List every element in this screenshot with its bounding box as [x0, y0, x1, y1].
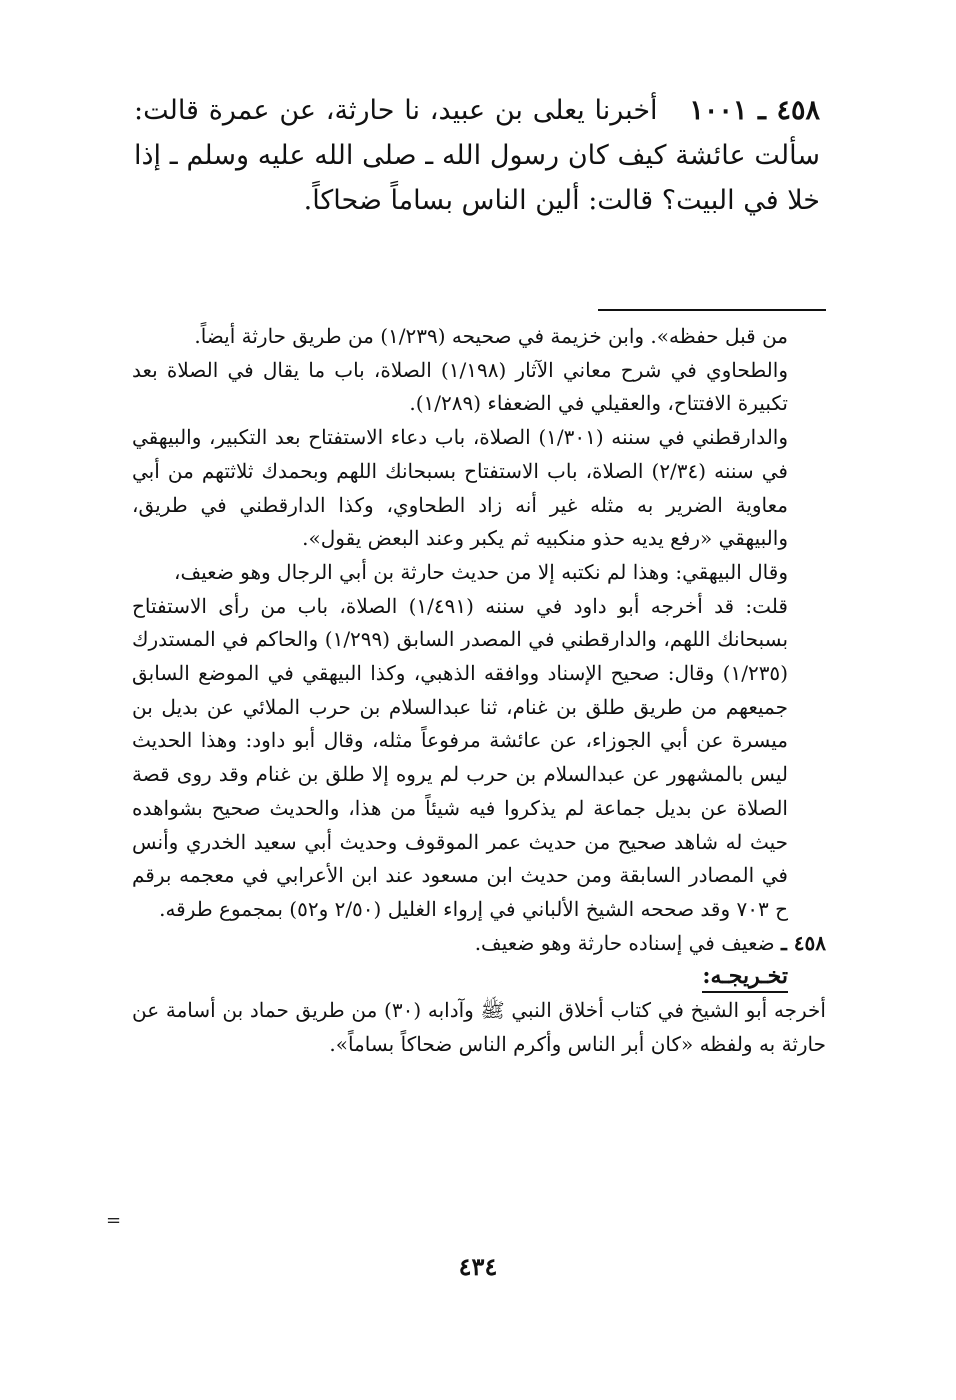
footnote-paragraph: قلت: قد أخرجه أبو داود في سننه (١/٤٩١) الصلاة، باب من رأى الاستفتاح بسبحانك اللهم، والدارقطني في المصدر السابق (١/٢٩٩) والحاكم في المستدرك (١/٢٣٥) وقال: صحيح الإسناد ووافقه الذهبي، وكذا البيهقي في الموضع السابق جميعهم من طريق طلق بن غنام، ثنا عبدالسلام بن حرب الملائي عن بديل بن ميسرة عن أبي الجوزاء، عن عائشة مرفوعاً مثله، وقال أبو داود: وهذا الحديث ليس بالمشهور عن عبدالسلام بن حرب لم يروه إلا طلق بن غنام وقد روى قصة الصلاة عن بديل جماعة لم يذكروا فيه شيئاً من هذا، والحديث صحيح بشواهده حيث له شاهد صحيح من حديث عمر الموقوف وحديث أبي سعيد الخدري وأنس في المصادر السابقة ومن حديث ابن مسعود عند ابن الأعرابي في معجمه برقم ح ٧٠٣ وقد صححه الشيخ الألباني في إرواء الغليل (٢/٥٠ و٥٢) بمجموع طرقه. — [132, 593, 789, 921]
hadith-text-block — [134, 88, 820, 223]
footnote-458 — [132, 927, 826, 961]
footnote-458-text: ضعيف في إسناده حارثة وهو ضعيف. — [474, 930, 775, 955]
hadith-number: ٤٥٨ ـ ١٠٠١ — [689, 95, 821, 126]
hadith-body: أخبرنا يعلى بن عبيد، نا حارثة، عن عمرة قالت: سألت عائشة كيف كان رسول الله ـ صلى الله عليه وسلم ـ إذا خلا في البيت؟ قالت: ألين الناس بساماً ضحاكاً. — [134, 95, 820, 216]
footnote-paragraph: والطحاوي في شرح معاني الآثار (١/١٩٨) الصلاة، باب ما يقال في الصلاة بعد تكبيرة الافتتاح، والعقيلي في الضعفاء (١/٢٨٩). — [132, 357, 788, 416]
takhrij-text: أخرجه أبو الشيخ في كتاب أخلاق النبي ﷺ وآدابه (٣٠) من طريق حماد بن أسامة عن حارثة به ولفظه «كان أبر الناس وأكرم الناس ضحاكاً بساماً». — [132, 998, 826, 1056]
page-number: ٤٣٤ — [458, 1252, 498, 1281]
footnote-paragraph: والدارقطني في سننه (١/٣٠١) الصلاة، باب دعاء الاستفتاح بعد التكبير، والبيهقي في سننه (٢/٣٤) الصلاة، باب الاستفتاح بسبحانك اللهم وبحمدك ثلاثتهم من أبي معاوية الضرير به مثله غير أنه زاد الطحاوي، وكذا الدارقطني في طريق، والبيهقي «رفع يديه حذو منكبيه ثم يكبر وعند البعض يقول». — [132, 425, 788, 551]
footnote-458-number: ٤٥٨ ـ — [780, 930, 826, 955]
takhrij-heading: تخـريجـه: — [702, 961, 788, 993]
footnote-separator — [598, 309, 826, 311]
footnote-paragraph: وقال البيهقي: وهذا لم نكتبه إلا من حديث حارثة بن أبي الرجال وهو ضعيف، — [173, 559, 788, 584]
footnotes-block — [132, 320, 826, 1061]
continuation-mark: = — [106, 1210, 122, 1231]
footnote-paragraph: من قبل حفظه». وابن خزيمة في صحيحه (١/٢٣٩) من طريق حارثة أيضاً. — [194, 324, 788, 348]
takhrij-heading-row — [132, 960, 826, 994]
